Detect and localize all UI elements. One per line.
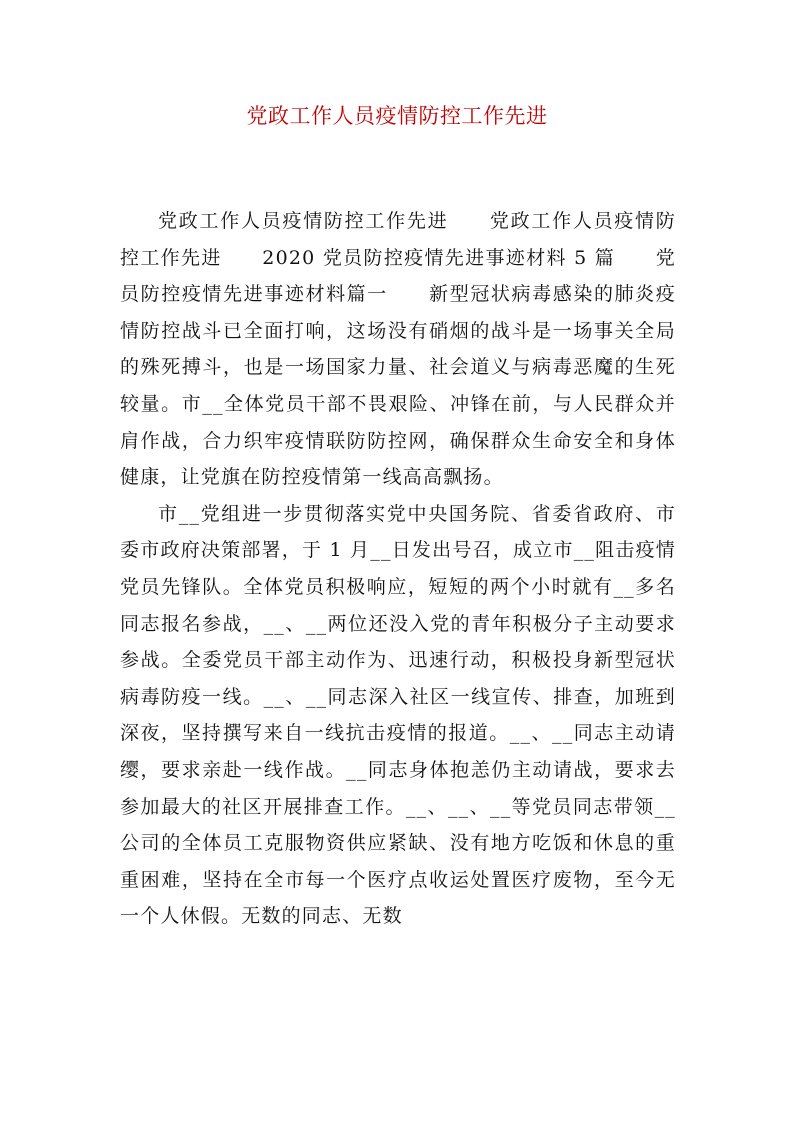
paragraph-1: 党政工作人员疫情防控工作先进 党政工作人员疫情防控工作先进 2020 党员防控疫情先进事迹材料 5 篇 党员防控疫情先进事迹材料篇一 新型冠状病毒感染的肺炎疫情防控战斗已全面打响，这场没有硝烟的战斗是一场事关全局的殊死搏斗，也是一场国家力量、社会道义与病毒恶魔的生死较量。市__全体党员干部不畏艰险、冲锋在前，与人民群众并肩作战，合力织牢疫情联防防控网，确保群众生命安全和身体健康，让党旗在防控疫情第一线高高飘扬。 <box>120 210 676 489</box>
document-body <box>120 203 676 935</box>
paragraph-2: 市__党组进一步贯彻落实党中央国务院、省委省政府、市委市政府决策部署，于 1 月__日发出号召，成立市__阻击疫情党员先锋队。全体党员积极响应，短短的两个小时就有__多名同志报名参战，__、__两位还没入党的青年积极分子主动要求参战。全委党员干部主动作为、迅速行动，积极投身新型冠状病毒防疫一线。__、__同志深入社区一线宣传、排查，加班到深夜，坚持撰写来自一线抗击疫情的报道。__、__同志主动请缨，要求亲赴一线作战。__同志身体抱恙仍主动请战，要求去参加最大的社区开展排查工作。__、__、__等党员同志带领__公司的全体员工克服物资供应紧缺、没有地方吃饭和休息的重重困难，坚持在全市每一个医疗点收运处置医疗废物，至今无一个人休假。无数的同志、无数 <box>120 502 676 928</box>
document-title: 党政工作人员疫情防控工作先进 <box>246 104 548 128</box>
